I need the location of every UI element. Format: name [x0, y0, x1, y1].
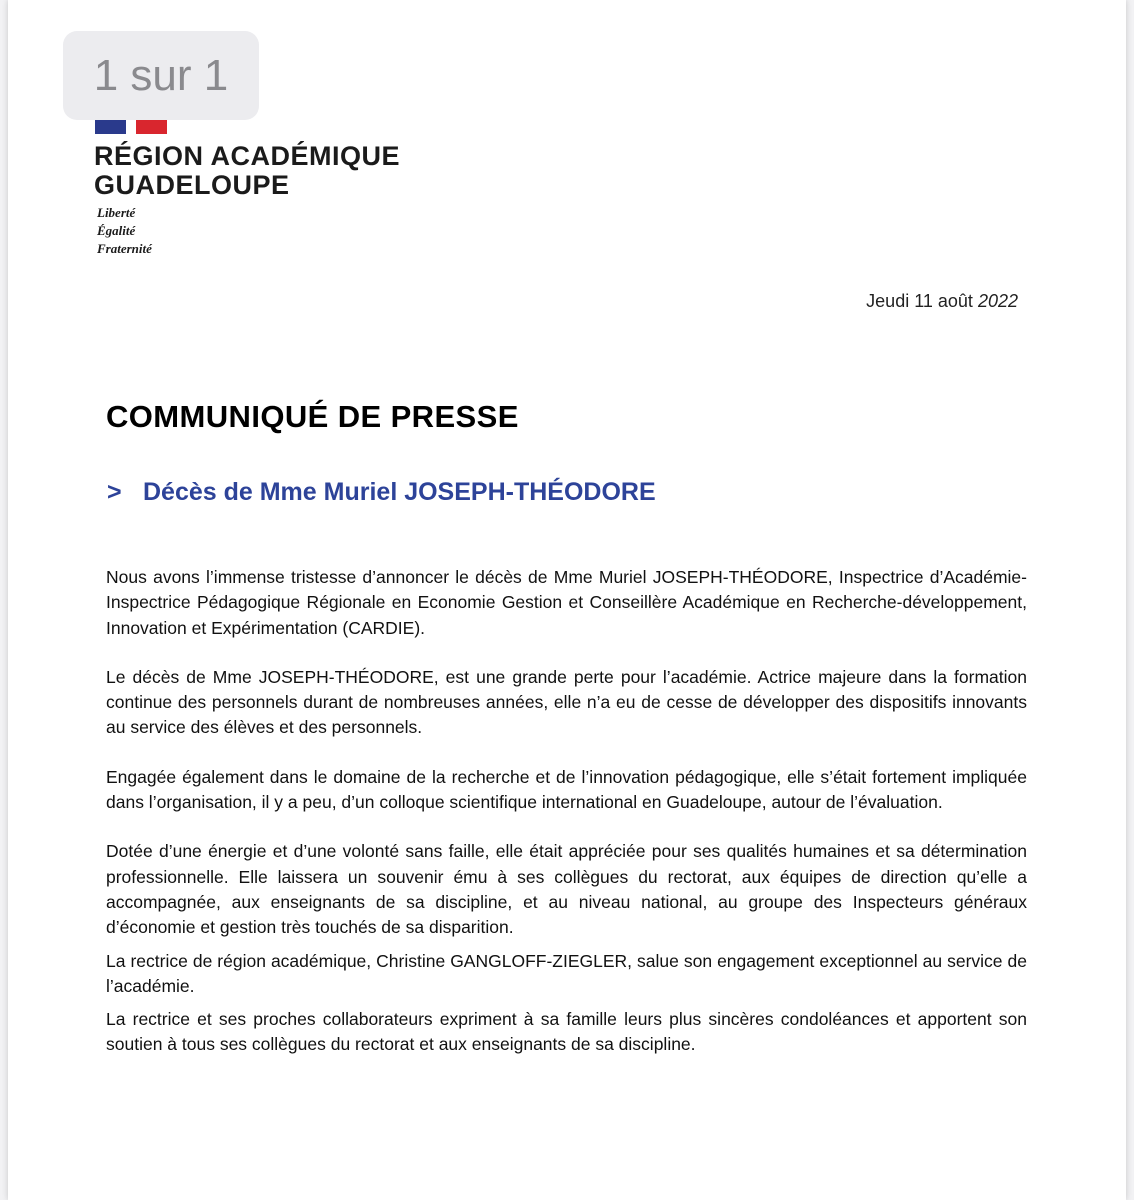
motto-egalite: Égalité	[97, 223, 136, 238]
subtitle-arrow-icon: >	[107, 478, 122, 506]
body-paragraph: Le décès de Mme JOSEPH-THÉODORE, est une grande perte pour l’académie. Actrice majeure dans la formation continue des personnels durant de nombreuses années, elle n’a eu de cesse de développer des dispositifs innovants au service des élèves et des personnels.	[106, 666, 1027, 738]
date-year: 2022	[977, 291, 1018, 311]
letterhead-motto	[97, 204, 152, 258]
body-paragraph: La rectrice et ses proches collaborateurs expriment à sa famille leurs plus sincères condoléances et apportent son soutien à tous ses collègues du rectorat et aux enseignants de sa discipline.	[106, 1009, 1027, 1055]
letterhead-title-line1: RÉGION ACADÉMIQUE	[94, 141, 401, 171]
document-page	[8, 0, 1126, 1200]
letterhead-title	[94, 142, 400, 200]
body-paragraph: Nous avons l’immense tristesse d’annoncer le décès de Mme Muriel JOSEPH-THÉODORE, Inspectrice d’Académie-Inspectrice Pédagogique Régionale en Economie Gestion et Conseillère Académique en Recherche-développement, Innovation et Expérimentation (CARDIE).	[106, 567, 1027, 638]
document-date	[866, 291, 1018, 312]
body-paragraph: Dotée d’une énergie et d’une volonté sans faille, elle était appréciée pour ses qualités humaines et sa détermination professionnelle. Elle laissera un souvenir ému à ses collègues du rectorat, aux équipes de direction qu’elle a accompagnée, aux enseignants de sa discipline, et au niveau national, au groupe des Inspecteurs généraux d’économie et gestion très touchés de sa disparition.	[106, 841, 1027, 938]
motto-liberte: Liberté	[97, 205, 136, 220]
document-subtitle	[107, 478, 656, 507]
document-title: COMMUNIQUÉ DE PRESSE	[106, 399, 519, 434]
subtitle-text: Décès de Mme Muriel JOSEPH-THÉODORE	[143, 478, 656, 506]
date-day: Jeudi 11 août	[866, 291, 973, 311]
letterhead-title-line2: GUADELOUPE	[94, 170, 290, 200]
motto-fraternite: Fraternité	[97, 241, 152, 256]
document-body	[106, 565, 1027, 1082]
body-paragraph: Engagée également dans le domaine de la recherche et de l’innovation pédagogique, elle s’était fortement impliquée dans l’organisation, il y a peu, d’un colloque scientifique international en Guadeloupe, autour de l’évaluation.	[106, 766, 1027, 813]
body-paragraph: La rectrice de région académique, Christine GANGLOFF-ZIEGLER, salue son engagement exceptionnel au service de l’académie.	[106, 950, 1027, 996]
page-counter-badge: 1 sur 1	[63, 31, 259, 120]
